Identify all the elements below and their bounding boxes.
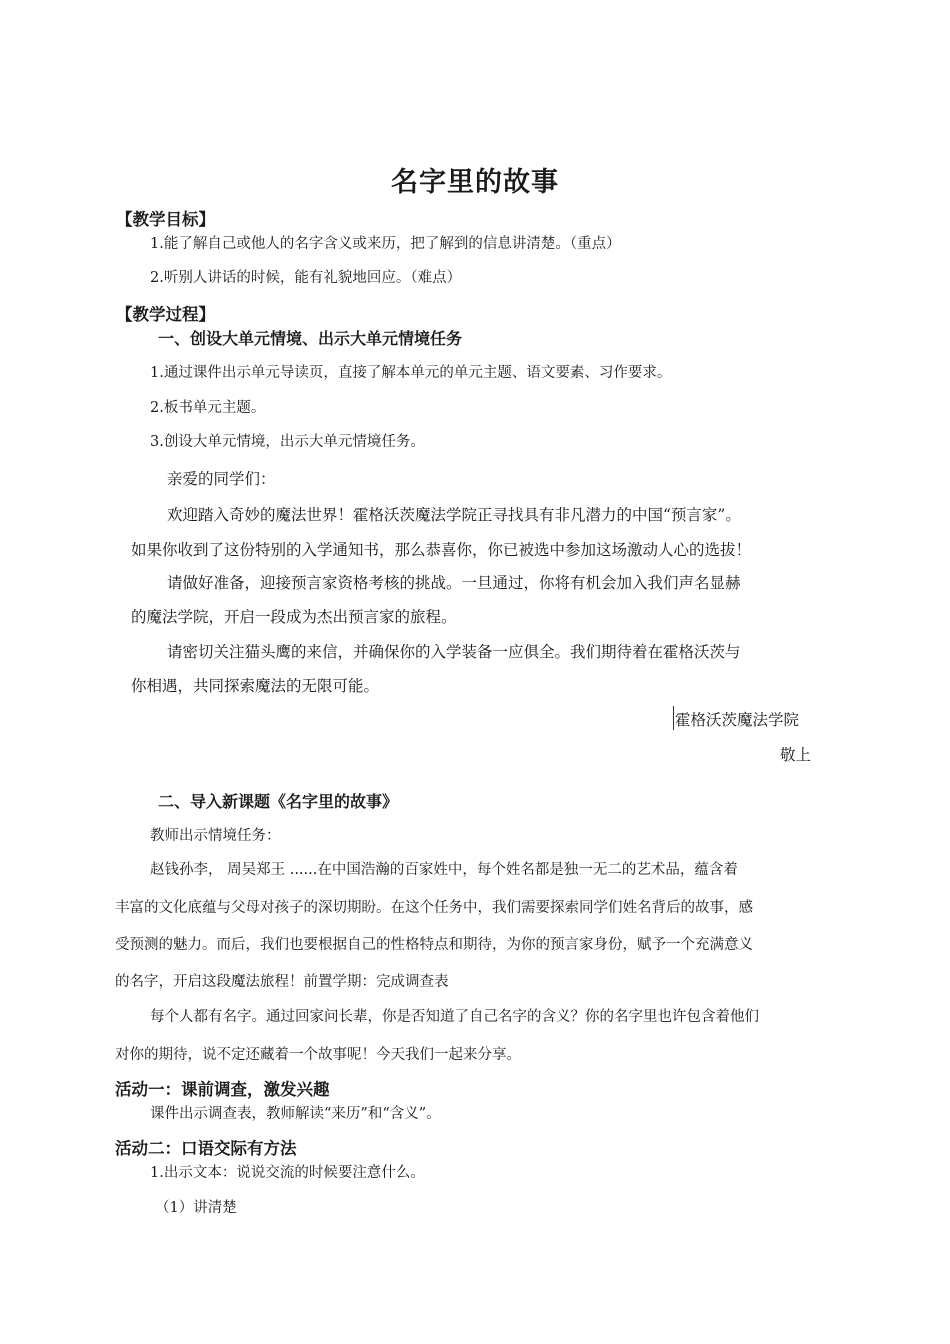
activity2-item: （1）讲清楚 bbox=[155, 1200, 237, 1216]
part2-line: 的名字，开启这段魔法旅程！前置学期：完成调查表 bbox=[115, 974, 449, 990]
process-heading: 【教学过程】 bbox=[116, 305, 215, 324]
part1-item: 1.通过课件出示单元导读页，直接了解本单元的单元主题、语文要素、习作要求。 bbox=[150, 365, 672, 381]
part2-line: 受预测的魅力。而后，我们也要根据自己的性格特点和期待，为你的预言家身份，赋予一个充满意义 bbox=[115, 937, 753, 953]
letter-closing: 敬上 bbox=[780, 746, 812, 764]
part1-item: 3.创设大单元情境，出示大单元情境任务。 bbox=[150, 434, 425, 450]
activity2-heading: 活动二：口语交际有方法 bbox=[115, 1139, 297, 1158]
letter-line: 请做好准备，迎接预言家资格考核的挑战。一旦通过，你将有机会加入我们声名显赫 bbox=[167, 574, 741, 592]
letter-line: 请密切关注猫头鹰的来信，并确保你的入学装备一应俱全。我们期待着在霍格沃茨与 bbox=[167, 643, 741, 661]
letter-line: 的魔法学院，开启一段成为杰出预言家的旅程。 bbox=[131, 608, 457, 626]
part2-line: 赵钱孙李， 周吴郑王 ......在中国浩瀚的百家姓中，每个姓名都是独一无二的艺术品，蕴含着 bbox=[150, 862, 738, 878]
letter-line: 如果你收到了这份特别的入学通知书，那么恭喜你，你已被选中参加这场激动人心的选拔！ bbox=[131, 541, 752, 559]
letter-line: 欢迎踏入奇妙的魔法世界！霍格沃茨魔法学院正寻找具有非凡潜力的中国“预言家”。 bbox=[167, 506, 741, 524]
letter-greeting: 亲爱的同学们： bbox=[167, 470, 276, 488]
goal-item: 2.听别人讲话的时候，能有礼貌地回应。（难点） bbox=[150, 270, 462, 286]
part2-heading: 二、导入新课题《名字里的故事》 bbox=[158, 792, 399, 811]
part2-line: 教师出示情境任务： bbox=[150, 828, 281, 844]
part2-line: 丰富的文化底蕴与父母对孩子的深切期盼。在这个任务中，我们需要探索同学们姓名背后的故事，感 bbox=[115, 900, 753, 916]
part1-heading: 一、创设大单元情境、出示大单元情境任务 bbox=[158, 329, 463, 348]
letter-line: 你相遇，共同探索魔法的无限可能。 bbox=[131, 677, 380, 695]
part2-line: 每个人都有名字。通过回家问长辈，你是否知道了自己名字的含义？你的名字里也许包含着他们 bbox=[150, 1009, 759, 1025]
goals-heading: 【教学目标】 bbox=[116, 210, 215, 229]
activity1-heading: 活动一：课前调查，激发兴趣 bbox=[115, 1080, 330, 1099]
goal-item: 1.能了解自己或他人的名字含义或来历，把了解到的信息讲清楚。（重点） bbox=[150, 236, 621, 252]
activity1-text: 课件出示调查表，教师解读“来历”和“含义”。 bbox=[150, 1106, 441, 1122]
document-title: 名字里的故事 bbox=[391, 167, 559, 198]
letter-signature: 霍格沃茨魔法学院 bbox=[675, 711, 800, 729]
activity2-item: 1.出示文本：说说交流的时候要注意什么。 bbox=[150, 1165, 425, 1181]
text-cursor bbox=[673, 706, 674, 730]
part2-line: 对你的期待，说不定还藏着一个故事呢！今天我们一起来分享。 bbox=[115, 1047, 521, 1063]
part1-item: 2.板书单元主题。 bbox=[150, 400, 266, 416]
